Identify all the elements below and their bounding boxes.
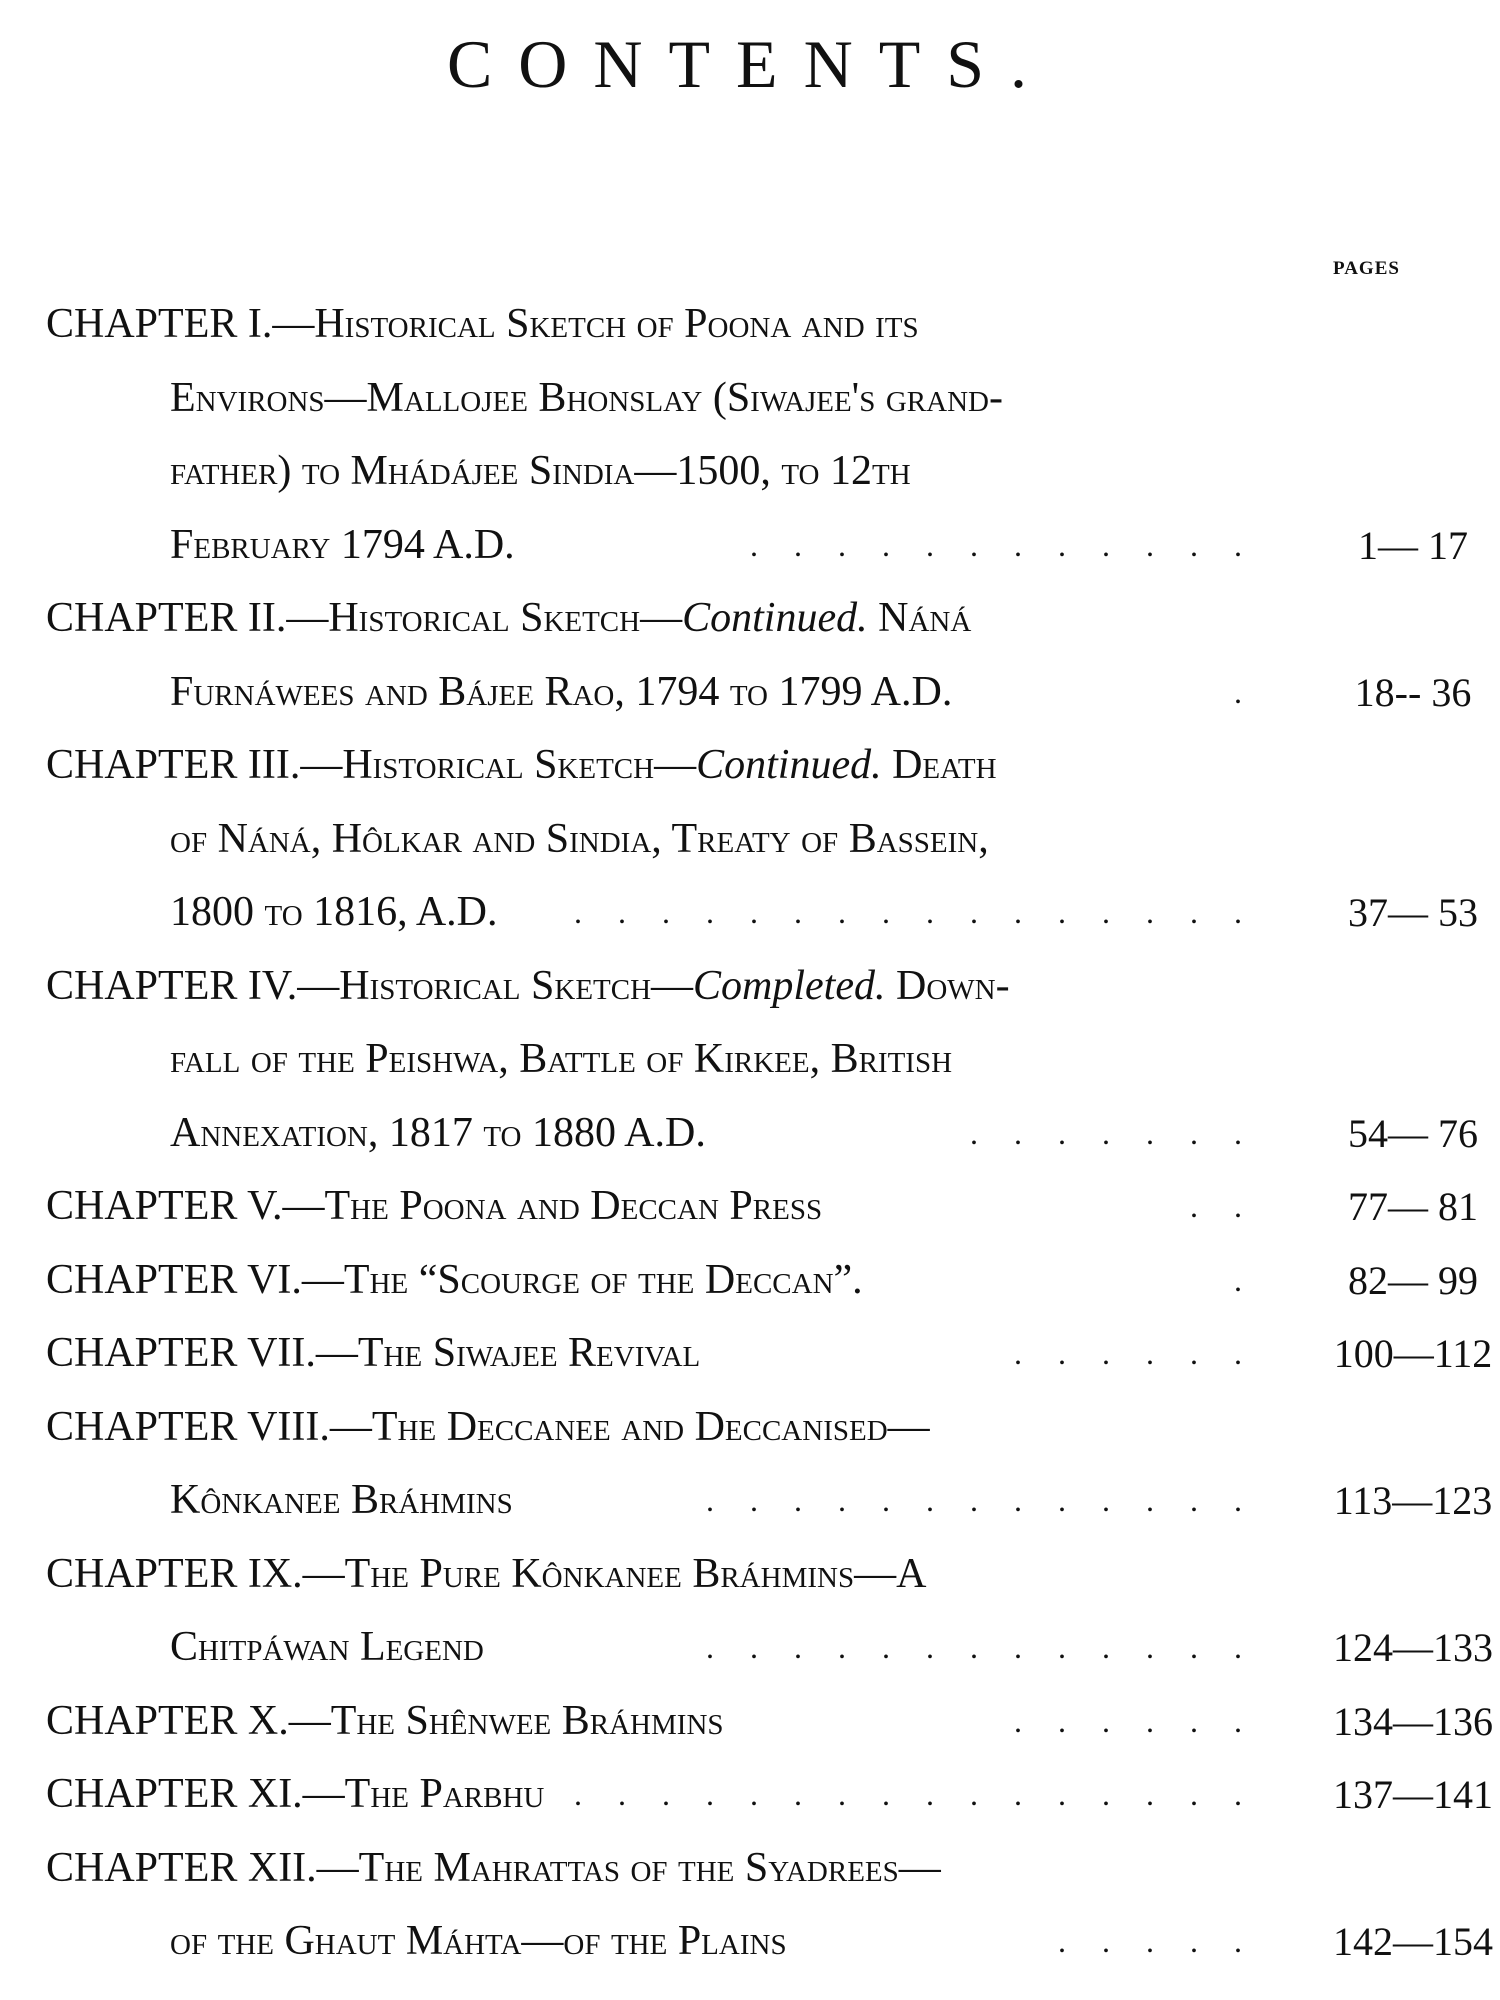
dot-leader: . [1234,673,1256,710]
chapter-3-title-cont: of Náná, Hôlkar and Sindia, Treaty of Bassein, [170,815,989,862]
dot-leader: . . . . . . . . . . . . . . . . [574,1776,1256,1812]
chapter-9-pages: 124—133 [1333,1625,1493,1670]
dot-leader: . . . . . . [1014,1335,1256,1371]
toc-line [46,1244,1476,1318]
toc-line [46,1391,1476,1465]
chapter-4-pages: 54— 76 [1348,1110,1478,1156]
toc-line [46,1832,1476,1906]
chapter-5-pages: 77— 81 [1348,1184,1478,1229]
chapter-11-title: CHAPTER XI.—The Parbhu [46,1771,545,1817]
chapter-3-title-c: Death [881,742,997,788]
toc-line [46,582,1476,656]
toc-line [46,509,1476,583]
chapter-2-pages: 18-- 36 [1354,669,1472,715]
chapter-12-pages: 142—154 [1333,1919,1493,1964]
toc-line [46,950,1476,1024]
dot-leader: . . . . . . . . . . . . . [706,1629,1256,1665]
chapter-7-pages: 100—112 [1333,1331,1493,1376]
toc-line [46,876,1476,950]
chapter-8-title: CHAPTER VIII.—The Deccanee and Deccanised— [46,1403,930,1450]
chapter-2-title [46,582,971,656]
chapter-4-title-c: Down- [885,962,1010,1009]
toc-line [46,1464,1493,1538]
toc-line [46,362,1476,436]
toc-line [46,1758,1493,1832]
toc-line [46,1023,1476,1097]
toc-line [46,729,1476,803]
chapter-1-title-cont: Environs—Mallojee Bhonslay (Siwajee's grand- [170,374,1003,421]
page-title: CONTENTS. [446,26,1054,102]
chapter-6-title: CHAPTER VI.—The “Scourge of the Deccan”. [46,1256,863,1303]
toc-line [46,1170,1476,1244]
toc-line [46,1685,1493,1759]
toc-line [46,288,1476,362]
dot-leader: . . . . . . . . . . . . . . . . [574,894,1256,930]
toc-line [46,435,1476,509]
table-of-contents [46,288,1493,1979]
chapter-11-pages: 137—141 [1333,1772,1493,1817]
chapter-3-pages: 37— 53 [1348,890,1478,935]
chapter-10-pages: 134—136 [1333,1698,1493,1744]
toc-line [46,1317,1493,1391]
toc-line [46,1097,1476,1171]
chapter-4-title [46,950,1010,1024]
toc-line [46,1905,1493,1979]
chapter-2-title-c: Náná [867,595,972,641]
dot-leader: . . [1190,1188,1256,1224]
chapter-1-title-cont: February 1794 A.D. [170,521,515,568]
dot-leader: . . . . . . [1014,1702,1256,1739]
chapter-1-title-cont: father) to Mhádájee Sindia—1500, to 12th [170,448,911,494]
chapter-5-title: CHAPTER V.—The Poona and Deccan Press [46,1183,823,1229]
chapter-1-pages: 1— 17 [1358,522,1468,568]
chapter-2-title-a: CHAPTER II.—Historical Sketch— [46,595,683,641]
chapter-12-title-cont: of the Ghaut Máhta—of the Plains [170,1918,787,1964]
chapter-6-pages: 82— 99 [1348,1257,1478,1303]
chapter-12-title: CHAPTER XII.—The Mahrattas of the Syadrees— [46,1844,941,1891]
dot-leader: . . . . . . . . . . . . . [706,1482,1256,1518]
toc-line [46,1611,1493,1685]
pages-column-header: PAGES [1333,258,1400,279]
chapter-10-title: CHAPTER X.—The Shênwee Bráhmins [46,1697,724,1744]
dot-leader: . . . . . . . [970,1114,1256,1151]
chapter-8-title-cont: Kônkanee Bráhmins [170,1477,513,1523]
chapter-3-continued: Continued. [696,742,882,788]
chapter-4-title-a: CHAPTER IV.—Historical Sketch— [46,962,694,1009]
chapter-3-title-a: CHAPTER III.—Historical Sketch— [46,742,697,788]
chapter-9-title-cont: Chitpáwan Legend [170,1624,484,1670]
chapter-4-title-cont: Annexation, 1817 to 1880 A.D. [170,1109,706,1156]
chapter-3-title [46,729,997,803]
chapter-4-completed: Completed. [693,962,886,1009]
dot-leader: . [1234,1261,1256,1298]
chapter-2-title-cont: Furnáwees and Bájee Rao, 1794 to 1799 A.D. [170,668,953,715]
chapter-4-title-cont: fall of the Peishwa, Battle of Kirkee, British [170,1036,953,1082]
chapter-1-title: CHAPTER I.—Historical Sketch of Poona and its [46,301,919,347]
toc-line [46,1538,1476,1612]
chapter-7-title: CHAPTER VII.—The Siwajee Revival [46,1330,701,1376]
chapter-8-pages: 113—123 [1333,1478,1493,1523]
toc-line [46,803,1476,877]
chapter-9-title: CHAPTER IX.—The Pure Kônkanee Bráhmins—A [46,1550,927,1597]
toc-line [46,656,1476,730]
chapter-3-title-cont: 1800 to 1816, A.D. [170,889,498,935]
dot-leader: . . . . . . . . . . . . [750,526,1256,563]
chapter-2-continued: Continued. [682,595,868,641]
dot-leader: . . . . . [1058,1923,1256,1959]
